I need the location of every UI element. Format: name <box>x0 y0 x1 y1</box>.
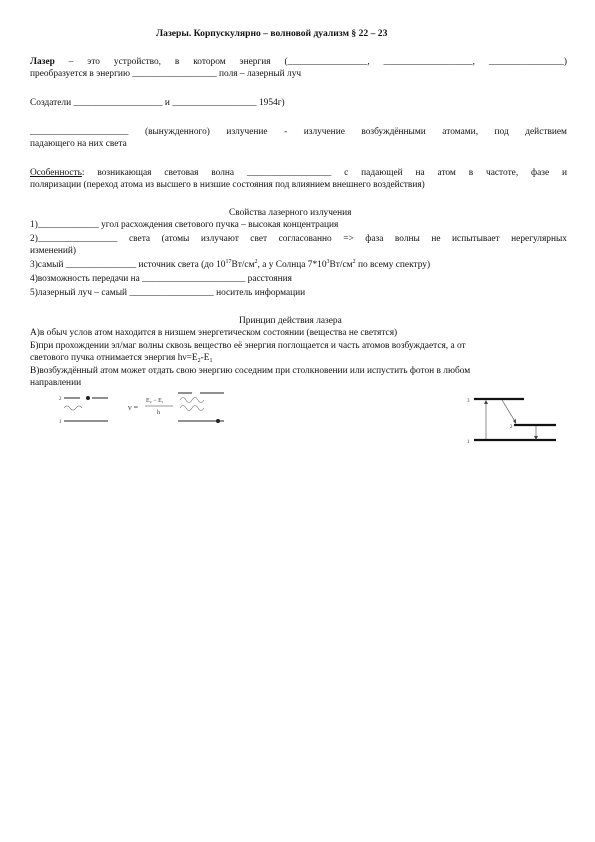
fig2-atom <box>216 419 220 423</box>
property-4: 4)возможность передачи на ______________________ расстояния <box>30 274 292 284</box>
principle-heading: Принцип действия лазера <box>239 316 342 326</box>
fig2-numerator: E₂ − E₁ <box>146 398 164 404</box>
property-1: 1)_____________ угол расхождения светового пучка – высокая концентрация <box>30 220 339 230</box>
principle-a: А)в обыч услов атом находится в низшем энергетическом состоянии (вещества не светятся) <box>30 328 398 338</box>
fig2-wave-top <box>180 398 204 403</box>
fig3-pump-arrowhead <box>484 400 488 404</box>
property-3-text-c: , а у Солнца 7*10 <box>257 260 327 270</box>
fig3-relax-arrow <box>502 400 516 423</box>
principle-b-text-a: светового пучка отнимается энергия hν=E <box>30 353 198 363</box>
laser-definition-line-1 <box>30 57 567 69</box>
property-3-exponent-2: 3 <box>326 259 330 265</box>
emission-line-2: падающего на них света <box>30 139 127 149</box>
property-3-text-a: 3)самый _______________ источник света (до 10 <box>30 260 226 270</box>
fig2-nu: ν = <box>128 403 139 412</box>
fig3-level-2-label: 2 <box>510 425 513 430</box>
properties-heading: Свойства лазерного излучения <box>229 208 352 218</box>
property-3-square-1: 2 <box>254 259 258 265</box>
property-3-text-e: по всему спектру) <box>355 260 431 270</box>
property-3-square-2: 2 <box>352 259 356 265</box>
fig1-wave <box>64 406 82 410</box>
page-title: Лазеры. Корпускулярно – волновой дуализм § 22 – 23 <box>156 28 388 39</box>
emission-formula-diagram <box>128 388 268 428</box>
three-level-diagram <box>466 394 558 446</box>
fig2-denominator: h <box>157 410 160 416</box>
fig3-level-1-label: 1 <box>467 440 470 445</box>
fig1-level-2-label: 2 <box>59 397 62 402</box>
fig3-level-3-label: 3 <box>467 399 470 404</box>
laser-term: Лазер <box>30 57 55 67</box>
principle-c-line-1: В)возбуждённый атом может отдать свою энергию соседним при столкновении или испустить фотон в любом <box>30 366 471 376</box>
emission-line-1: _____________________ (вынужденного) излучение - излучение возбуждёнными атомами, под действием <box>30 127 567 137</box>
fig2-wave-bottom <box>180 406 204 411</box>
laser-definition-text: – это устройство, в котором энергия (_________________, ___________________, ________________) <box>54 57 567 67</box>
principle-c-line-2: направлении <box>30 378 82 388</box>
absorption-diagram <box>56 390 112 426</box>
property-5: 5)лазерный луч – самый __________________ носитель информации <box>30 288 306 298</box>
feature-text: : возникающая световая волна __________________ с падающей на атом в частоте, фазе и <box>81 168 567 178</box>
property-3-unit-2: Вт/см <box>329 260 353 270</box>
property-3 <box>30 260 430 272</box>
fig1-level-1-label: 1 <box>59 420 62 425</box>
principle-b-text-b: -E <box>200 353 210 363</box>
fig1-atom <box>86 396 90 400</box>
creators-line: Создатели ___________________ и __________________ 1954г) <box>30 98 285 108</box>
feature-line-2: поляризации (переход атома из высшего в низшие состояния под влиянием внешнего воздействия) <box>30 180 425 190</box>
property-3-unit-1: Вт/см <box>231 260 255 270</box>
principle-b-sub-1: 2 <box>197 358 201 364</box>
property-3-exponent-1: 17 <box>225 259 232 265</box>
feature-term: Особенность <box>30 168 82 178</box>
principle-b-line-1: Б)при прохождении эл/маг волны сквозь вещество её энергия поглощается и часть атомов возбуждается, а от <box>30 341 466 351</box>
feature-line-1 <box>30 168 567 180</box>
fig3-relax-arrowhead <box>513 419 516 424</box>
property-2-line-1: 2)_________________ света (атомы излучают свет согласованно => фаза волны не испытывает нерегулярных <box>30 234 567 244</box>
principle-b-sub-2: 1 <box>209 358 213 364</box>
principle-b-line-2 <box>30 353 213 365</box>
property-2-line-2: изменений) <box>30 246 77 256</box>
laser-definition-line-2: преобразуется в энергию __________________ поля – лазерный луч <box>30 69 302 79</box>
